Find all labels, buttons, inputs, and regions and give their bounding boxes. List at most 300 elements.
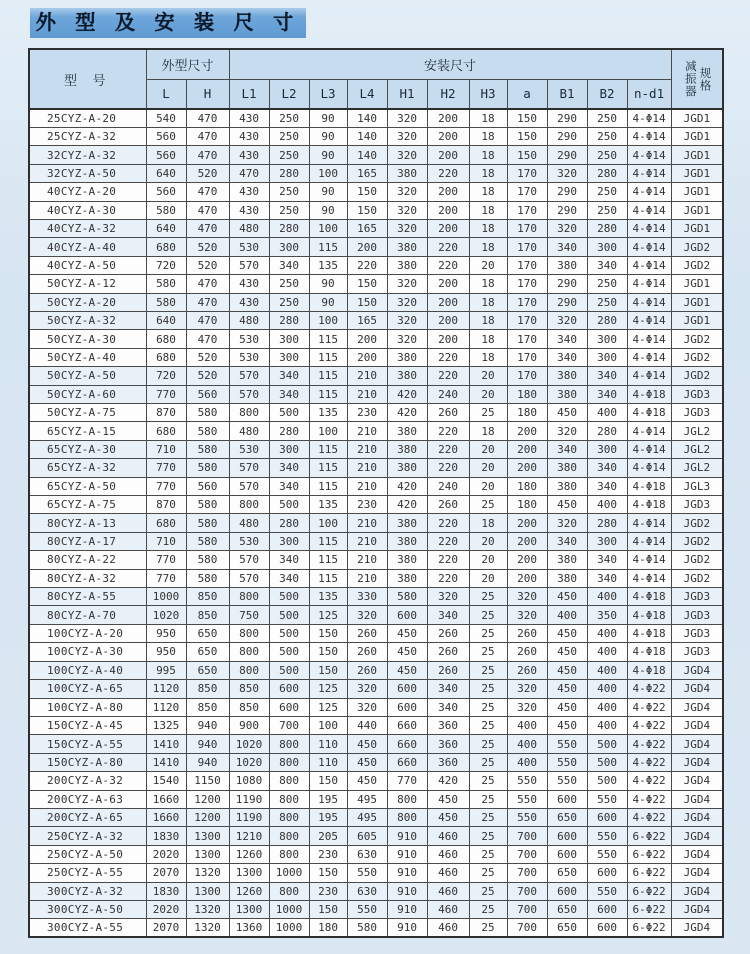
value-cell: 1325 [146,716,186,734]
value-cell: 700 [507,845,547,863]
value-cell: 90 [309,275,347,293]
value-cell: 850 [186,698,229,716]
value-cell: 220 [427,532,469,550]
value-cell: 320 [547,311,587,329]
value-cell: 650 [547,919,587,937]
value-cell: 115 [309,238,347,256]
value-cell: 450 [547,680,587,698]
value-cell: 320 [547,219,587,237]
value-cell: JGD3 [671,385,723,403]
model-cell: 50CYZ-A-40 [29,348,146,366]
value-cell: 4-Φ18 [627,624,671,642]
value-cell: 570 [229,551,269,569]
model-cell: 50CYZ-A-60 [29,385,146,403]
value-cell: 220 [427,459,469,477]
table-row [29,882,723,900]
value-cell: 380 [387,422,427,440]
value-cell: 300 [587,440,627,458]
value-cell: 4-Φ22 [627,772,671,790]
value-cell: 210 [347,440,387,458]
model-cell: 65CYZ-A-75 [29,496,146,514]
value-cell: 550 [347,900,387,918]
value-cell: 250 [269,127,309,145]
column-header: a [507,79,547,109]
value-cell: 700 [507,864,547,882]
model-cell: 40CYZ-A-50 [29,256,146,274]
value-cell: 550 [547,753,587,771]
value-cell: 600 [547,882,587,900]
value-cell: 280 [587,311,627,329]
value-cell: 200 [427,330,469,348]
value-cell: 870 [146,404,186,422]
value-cell: JGD2 [671,348,723,366]
value-cell: 320 [347,606,387,624]
value-cell: 480 [229,514,269,532]
value-cell: 580 [186,440,229,458]
value-cell: 170 [507,311,547,329]
value-cell: 200 [507,440,547,458]
table-row [29,772,723,790]
value-cell: 1120 [146,698,186,716]
value-cell: JGD4 [671,827,723,845]
value-cell: 4-Φ14 [627,238,671,256]
value-cell: JGD4 [671,716,723,734]
model-cell: 50CYZ-A-50 [29,367,146,385]
value-cell: 100 [309,514,347,532]
value-cell: 450 [427,808,469,826]
value-cell: 250 [269,275,309,293]
value-cell: 340 [269,256,309,274]
value-cell: 115 [309,477,347,495]
value-cell: 320 [547,164,587,182]
model-cell: 100CYZ-A-30 [29,643,146,661]
table-row [29,330,723,348]
value-cell: JGD1 [671,146,723,164]
value-cell: 250 [587,275,627,293]
value-cell: 500 [587,753,627,771]
value-cell: 680 [146,238,186,256]
table-row [29,845,723,863]
model-cell: 65CYZ-A-15 [29,422,146,440]
value-cell: JGD4 [671,753,723,771]
value-cell: 4-Φ14 [627,348,671,366]
value-cell: 20 [469,459,507,477]
value-cell: JGD4 [671,698,723,716]
value-cell: 850 [229,680,269,698]
value-cell: 380 [387,164,427,182]
value-cell: 530 [229,330,269,348]
value-cell: 18 [469,238,507,256]
value-cell: 280 [269,164,309,182]
value-cell: 4-Φ18 [627,385,671,403]
value-cell: 250 [269,201,309,219]
value-cell: JGD2 [671,367,723,385]
value-cell: 4-Φ22 [627,698,671,716]
value-cell: 640 [146,164,186,182]
value-cell: 25 [469,680,507,698]
value-cell: JGD3 [671,643,723,661]
table-body [29,109,723,937]
value-cell: 470 [186,127,229,145]
table-row [29,827,723,845]
value-cell: 530 [229,440,269,458]
value-cell: 700 [507,882,547,900]
value-cell: 480 [229,219,269,237]
value-cell: 950 [146,643,186,661]
value-cell: 520 [186,256,229,274]
value-cell: 320 [387,109,427,127]
value-cell: 150 [309,661,347,679]
value-cell: 340 [427,606,469,624]
value-cell: 750 [229,606,269,624]
page-title: 外 型 及 安 装 尺 寸 [30,8,306,38]
table-row [29,588,723,606]
value-cell: 290 [547,293,587,311]
value-cell: JGD3 [671,496,723,514]
value-cell: 320 [507,588,547,606]
table-row [29,514,723,532]
value-cell: 450 [387,661,427,679]
value-cell: 150 [507,146,547,164]
value-cell: 210 [347,422,387,440]
value-cell: JGD4 [671,772,723,790]
value-cell: 460 [427,864,469,882]
value-cell: 420 [387,496,427,514]
value-cell: 135 [309,496,347,514]
value-cell: 220 [427,514,469,532]
value-cell: JGD4 [671,661,723,679]
value-cell: 550 [507,808,547,826]
model-cell: 100CYZ-A-80 [29,698,146,716]
value-cell: 250 [269,109,309,127]
value-cell: 680 [146,514,186,532]
value-cell: 470 [186,293,229,311]
value-cell: 18 [469,422,507,440]
value-cell: 4-Φ14 [627,569,671,587]
value-cell: 150 [309,643,347,661]
column-header: B2 [587,79,627,109]
value-cell: 450 [547,661,587,679]
value-cell: 135 [309,588,347,606]
value-cell: 210 [347,569,387,587]
value-cell: 25 [469,496,507,514]
value-cell: 140 [347,127,387,145]
table-row [29,698,723,716]
value-cell: 115 [309,385,347,403]
value-cell: 125 [309,698,347,716]
value-cell: 200 [507,459,547,477]
model-cell: 300CYZ-A-50 [29,900,146,918]
value-cell: 800 [269,772,309,790]
value-cell: 470 [186,275,229,293]
value-cell: 600 [269,698,309,716]
value-cell: 430 [229,201,269,219]
value-cell: 25 [469,588,507,606]
value-cell: 560 [186,385,229,403]
value-cell: 300 [269,238,309,256]
value-cell: 400 [507,735,547,753]
value-cell: 150 [347,293,387,311]
value-cell: 100 [309,422,347,440]
value-cell: 6-Φ22 [627,919,671,937]
value-cell: 580 [186,459,229,477]
value-cell: 570 [229,459,269,477]
value-cell: 320 [547,514,587,532]
value-cell: 1260 [229,882,269,900]
value-cell: 1000 [146,588,186,606]
value-cell: 115 [309,367,347,385]
value-cell: 560 [146,127,186,145]
value-cell: 660 [387,753,427,771]
value-cell: 260 [347,624,387,642]
value-cell: 1200 [186,808,229,826]
value-cell: JGD1 [671,275,723,293]
value-cell: 600 [387,606,427,624]
value-cell: 230 [347,496,387,514]
value-cell: 580 [186,569,229,587]
value-cell: 200 [347,330,387,348]
value-cell: 20 [469,256,507,274]
value-cell: 100 [309,716,347,734]
model-cell: 65CYZ-A-50 [29,477,146,495]
table-row [29,404,723,422]
value-cell: 380 [547,477,587,495]
model-cell: 200CYZ-A-63 [29,790,146,808]
value-cell: 480 [229,311,269,329]
value-cell: 550 [547,772,587,790]
value-cell: 4-Φ14 [627,275,671,293]
model-cell: 80CYZ-A-22 [29,551,146,569]
value-cell: 400 [507,716,547,734]
value-cell: 20 [469,532,507,550]
value-cell: 800 [229,643,269,661]
value-cell: 115 [309,348,347,366]
value-cell: 420 [427,772,469,790]
value-cell: 1300 [186,845,229,863]
table-row [29,496,723,514]
model-cell: 150CYZ-A-45 [29,716,146,734]
value-cell: 210 [347,477,387,495]
value-cell: 380 [547,385,587,403]
table-row [29,293,723,311]
value-cell: 580 [186,422,229,440]
value-cell: 1000 [269,919,309,937]
value-cell: 280 [587,164,627,182]
value-cell: 290 [547,201,587,219]
value-cell: 910 [387,827,427,845]
model-cell: 80CYZ-A-70 [29,606,146,624]
value-cell: 680 [146,330,186,348]
value-cell: 320 [387,330,427,348]
value-cell: 560 [146,183,186,201]
value-cell: 200 [507,422,547,440]
value-cell: 380 [387,367,427,385]
value-cell: 90 [309,183,347,201]
value-cell: 800 [229,496,269,514]
value-cell: 4-Φ14 [627,440,671,458]
value-cell: 150 [347,275,387,293]
value-cell: 25 [469,643,507,661]
value-cell: 320 [387,146,427,164]
value-cell: 4-Φ18 [627,661,671,679]
value-cell: 340 [269,569,309,587]
value-cell: 680 [146,422,186,440]
value-cell: 500 [269,643,309,661]
model-cell: 40CYZ-A-32 [29,219,146,237]
value-cell: 290 [547,146,587,164]
value-cell: 550 [587,827,627,845]
value-cell: JGD4 [671,808,723,826]
value-cell: 1410 [146,753,186,771]
table-row [29,643,723,661]
table-row [29,551,723,569]
model-cell: 150CYZ-A-55 [29,735,146,753]
value-cell: 290 [547,109,587,127]
value-cell: 340 [587,367,627,385]
value-cell: 330 [347,588,387,606]
value-cell: 260 [507,661,547,679]
value-cell: 420 [387,404,427,422]
value-cell: 300 [269,440,309,458]
value-cell: 1660 [146,808,186,826]
value-cell: JGD1 [671,293,723,311]
value-cell: JGD1 [671,164,723,182]
value-cell: 18 [469,275,507,293]
header-outline-dimensions: 外型尺寸 [146,49,229,79]
value-cell: 320 [387,219,427,237]
value-cell: 280 [587,422,627,440]
value-cell: 260 [347,661,387,679]
value-cell: 550 [507,772,547,790]
value-cell: 380 [387,238,427,256]
value-cell: 260 [427,624,469,642]
table-row [29,624,723,642]
table-row [29,238,723,256]
value-cell: 25 [469,624,507,642]
value-cell: 800 [387,808,427,826]
table-row [29,109,723,127]
value-cell: 650 [547,864,587,882]
value-cell: 570 [229,256,269,274]
value-cell: 25 [469,882,507,900]
value-cell: 500 [269,588,309,606]
value-cell: 580 [387,588,427,606]
value-cell: 320 [387,275,427,293]
header-damper-spec [671,49,723,109]
model-cell: 100CYZ-A-40 [29,661,146,679]
value-cell: 340 [587,551,627,569]
value-cell: 600 [547,790,587,808]
value-cell: 420 [387,385,427,403]
value-cell: 170 [507,164,547,182]
value-cell: 260 [347,643,387,661]
value-cell: 170 [507,256,547,274]
value-cell: 1300 [229,900,269,918]
value-cell: 450 [347,753,387,771]
value-cell: 195 [309,790,347,808]
value-cell: 20 [469,440,507,458]
value-cell: 300 [269,532,309,550]
value-cell: 540 [146,109,186,127]
value-cell: 710 [146,440,186,458]
model-cell: 25CYZ-A-32 [29,127,146,145]
value-cell: 800 [269,735,309,753]
value-cell: 4-Φ14 [627,330,671,348]
column-header: L [146,79,186,109]
table-row [29,661,723,679]
value-cell: 4-Φ22 [627,716,671,734]
table-row [29,183,723,201]
value-cell: 4-Φ14 [627,183,671,201]
value-cell: 25 [469,606,507,624]
value-cell: 400 [587,680,627,698]
value-cell: JGD2 [671,551,723,569]
header-install-dimensions: 安装尺寸 [229,49,671,79]
value-cell: 260 [507,624,547,642]
value-cell: 4-Φ18 [627,588,671,606]
value-cell: 115 [309,551,347,569]
value-cell: 770 [146,551,186,569]
value-cell: 320 [387,127,427,145]
value-cell: 320 [547,422,587,440]
value-cell: 18 [469,127,507,145]
value-cell: JGD2 [671,569,723,587]
value-cell: 450 [387,643,427,661]
value-cell: 910 [387,919,427,937]
value-cell: 495 [347,808,387,826]
model-cell: 40CYZ-A-40 [29,238,146,256]
value-cell: 340 [269,385,309,403]
value-cell: 380 [547,459,587,477]
value-cell: 550 [547,735,587,753]
value-cell: 600 [587,900,627,918]
value-cell: 1360 [229,919,269,937]
value-cell: 320 [387,201,427,219]
value-cell: 180 [507,404,547,422]
value-cell: 150 [309,772,347,790]
value-cell: 770 [146,569,186,587]
table-row [29,367,723,385]
value-cell: 1830 [146,882,186,900]
value-cell: 1190 [229,790,269,808]
value-cell: 18 [469,146,507,164]
value-cell: 1020 [229,753,269,771]
value-cell: 150 [309,900,347,918]
model-cell: 300CYZ-A-55 [29,919,146,937]
table-row [29,680,723,698]
value-cell: 200 [427,146,469,164]
model-cell: 80CYZ-A-13 [29,514,146,532]
value-cell: 710 [146,532,186,550]
value-cell: 6-Φ22 [627,900,671,918]
value-cell: 430 [229,109,269,127]
model-cell: 250CYZ-A-32 [29,827,146,845]
table-row [29,201,723,219]
value-cell: 910 [387,900,427,918]
value-cell: 770 [146,477,186,495]
value-cell: 910 [387,864,427,882]
value-cell: 220 [427,367,469,385]
value-cell: 580 [146,201,186,219]
value-cell: 125 [309,680,347,698]
value-cell: 4-Φ14 [627,109,671,127]
value-cell: 450 [547,588,587,606]
value-cell: 320 [387,311,427,329]
value-cell: JGD4 [671,919,723,937]
value-cell: 210 [347,459,387,477]
dimensions-table [28,48,724,938]
value-cell: JGD4 [671,882,723,900]
